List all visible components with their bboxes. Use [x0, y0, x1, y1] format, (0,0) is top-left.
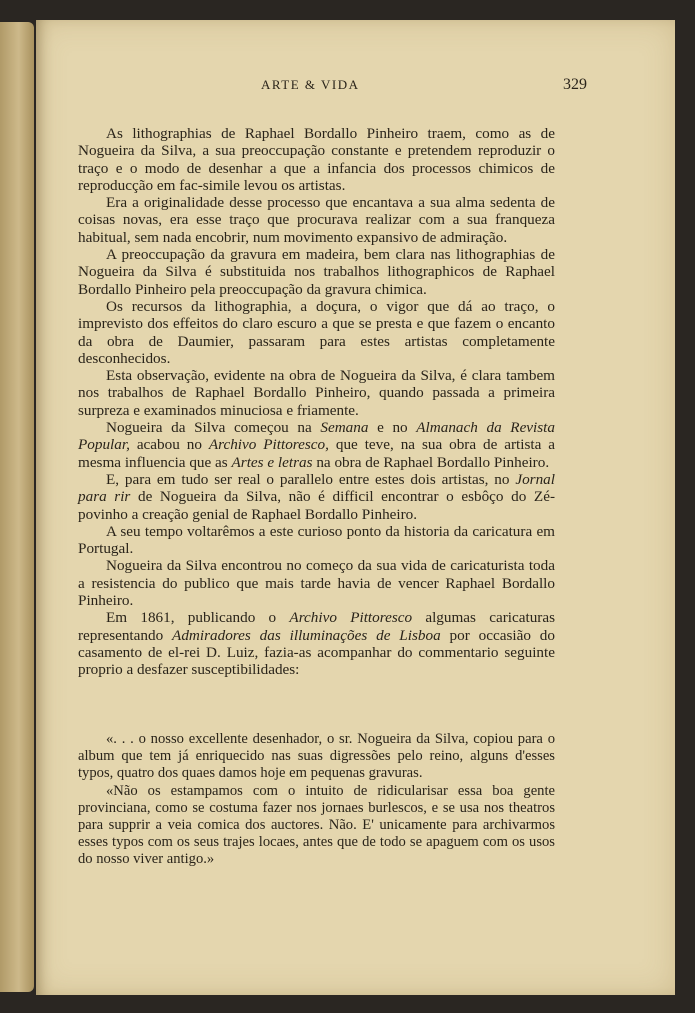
text-run: de Nogueira da Silva, não é difficil encontrar o esbôço do Zé-povinho a creação genial de Raphael Bordallo Pinheiro.	[78, 488, 556, 523]
quote-paragraph	[78, 783, 555, 869]
text-run: que teve, na sua obra de artista a mesma influencia que as	[78, 436, 555, 471]
paragraph	[78, 125, 555, 194]
text-run: A preoccupação da gravura em madeira, bem clara nas lithographias de Nogueira da Silva é substituida nos trabalhos lithographicos de Raphael Bordallo Pinheiro pela preoccupação da gravura chimica.	[78, 246, 555, 298]
page-number: 329	[563, 76, 587, 93]
italic-title: Artes e letras	[231, 453, 313, 471]
paragraph	[78, 367, 555, 419]
quote-paragraph	[78, 731, 555, 783]
paragraph	[78, 557, 555, 609]
italic-title: Jornal para rir	[78, 470, 555, 506]
italic-title: Archivo Pittoresco,	[208, 436, 329, 454]
text-run: por occasião do casamento de el-rei D. Luiz, fazia-as acompanhar do commentario seguinte proprio a desfazer susceptibilidades:	[78, 626, 555, 679]
text-run: A seu tempo voltarêmos a este curioso ponto da historia da caricatura em Portugal.	[78, 522, 555, 558]
text-run: As lithographias de Raphael Bordallo Pinheiro traem, como as de Nogueira da Silva, a sua preoccupação constante e pretendem reproduzir o traço e o modo de desenhar a que a infancia dos processos chimicos de reproducção em fac-simile levou os artistas.	[78, 125, 555, 194]
text-run: Nogueira da Silva começou na	[106, 419, 321, 437]
text-run: Esta observação, evidente na obra de Nogueira da Silva, é clara tambem nos trabalhos de Raphael Bordallo Pinheiro, quando passada a primeira surpreza e examinados minuciosa e friamente.	[78, 367, 555, 419]
text-run: Os recursos da lithographia, a doçura, o vigor que dá ao traço, o imprevisto dos effeitos do claro escuro a que se presta e que fazem o encanto da obra de Daumier, passaram para estes artistas completamente desconhecidos.	[78, 297, 555, 367]
text-run: algumas caricaturas representando	[78, 609, 555, 644]
paragraph	[78, 194, 555, 246]
quoted-passage	[78, 731, 555, 869]
book-page	[36, 20, 675, 995]
text-run: acabou no	[129, 436, 209, 454]
paragraph	[78, 523, 555, 558]
text-run: na obra de Raphael Bordallo Pinheiro.	[312, 453, 550, 471]
facing-page-edge	[0, 22, 34, 992]
paragraph	[78, 609, 555, 678]
running-head	[36, 77, 675, 97]
body-text	[78, 125, 555, 679]
text-run: Em 1861, publicando o	[106, 609, 290, 627]
paragraph	[78, 471, 555, 523]
paragraph	[78, 246, 555, 298]
text-run: Era a originalidade desse processo que encantava a sua alma sedenta de coisas novas, era esse traço que procurava realizar com a sua franqueza habitual, sem nada encobrir, num movimento expansivo de admiração.	[78, 194, 555, 246]
text-run: e no	[368, 419, 417, 437]
italic-title: Archivo Pittoresco	[289, 609, 413, 627]
text-run: E, para em tudo ser real o parallelo entre estes dois artistas, no	[106, 470, 516, 488]
text-run: «Não os estampamos com o intuito de ridicularisar essa boa gente provinciana, como se costuma fazer nos jornaes burlescos, e se usa nos theatros para supprir a veia comica dos auctores. Não. E' unicamente para archivarmos esses typos com os seus trajes locaes, antes que de todo se apaguem com os usos do nosso viver antigo.»	[78, 782, 555, 868]
paragraph	[78, 298, 555, 367]
italic-title: Admiradores das illuminações de Lisboa	[172, 626, 441, 644]
italic-title: Almanach da Revista Popular,	[78, 419, 555, 454]
running-title: ARTE & VIDA	[261, 77, 360, 92]
paragraph	[78, 419, 555, 471]
italic-title: Semana	[320, 419, 369, 437]
text-run: Nogueira da Silva encontrou no começo da sua vida de caricaturista toda a resistencia do publico que mais tarde havia de vencer Raphael Bordallo Pinheiro.	[78, 557, 555, 610]
text-run: «. . . o nosso excellente desenhador, o sr. Nogueira da Silva, copiou para o album que tem já enriquecido nas suas digressões pelo reino, alguns d'esses typos, quatro dos quaes damos hoje em pequenas gravuras.	[78, 731, 555, 782]
